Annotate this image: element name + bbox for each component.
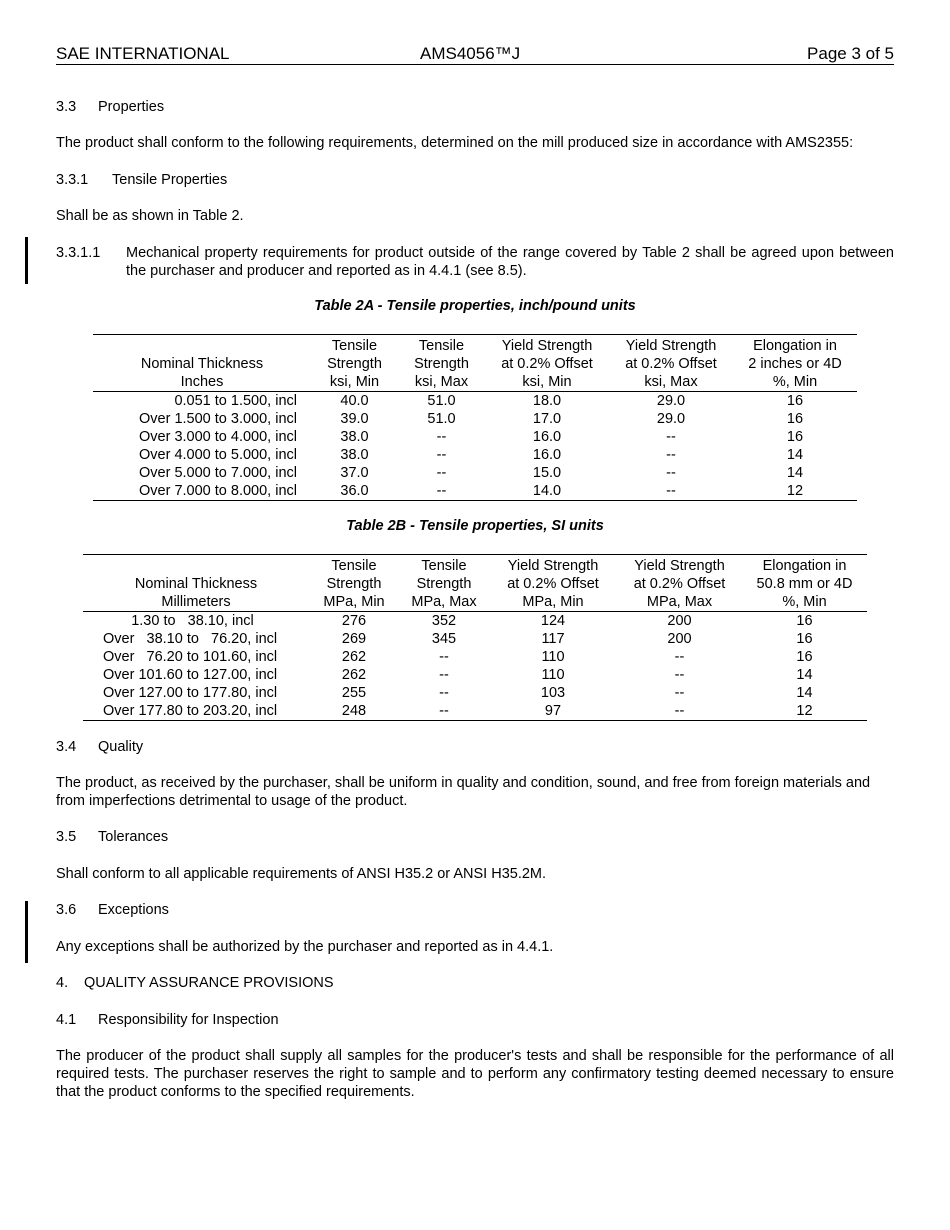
- value-cell: 38.0: [340, 429, 369, 445]
- value-cell: 38.0: [340, 447, 369, 463]
- value-cell: 200: [667, 613, 692, 629]
- col-header: Inches: [93, 373, 311, 392]
- value-cell: --: [674, 667, 685, 683]
- value-cell: 16: [786, 411, 804, 427]
- value-cell: 14: [796, 667, 813, 683]
- value-cell: 39.0: [340, 411, 369, 427]
- value-cell: 12: [733, 482, 857, 501]
- value-cell: --: [439, 667, 449, 683]
- value-cell: --: [674, 649, 685, 665]
- col-header: %, Min: [742, 593, 867, 612]
- value-cell: 276: [341, 613, 367, 629]
- value-cell: --: [436, 465, 447, 481]
- value-cell: --: [666, 465, 676, 481]
- col-header: at 0.2% Offset: [625, 356, 717, 372]
- thickness-range-cell: Over 3.000 to 4.000, incl: [139, 429, 297, 445]
- value-cell: --: [609, 482, 733, 501]
- table-row: [93, 464, 857, 482]
- value-cell: 12: [742, 702, 867, 721]
- page-header: [56, 44, 894, 65]
- value-cell: 345: [431, 631, 457, 647]
- col-header: MPa, Min: [309, 593, 399, 612]
- section-3-4-heading: 3.4 Quality: [56, 739, 144, 755]
- section-3-3-text: The product shall conform to the following requirements, determined on the mill produced size in accordance with AMS2355:: [56, 135, 854, 151]
- section-4-heading: 4. QUALITY ASSURANCE PROVISIONS: [56, 975, 334, 991]
- value-cell: 16: [786, 429, 804, 445]
- header-org: SAE INTERNATIONAL: [56, 44, 230, 63]
- value-cell: 110: [541, 667, 565, 683]
- section-3-5-heading: 3.5 Tolerances: [56, 829, 169, 845]
- col-header: ksi, Min: [485, 373, 609, 392]
- col-header: ksi, Max: [398, 373, 485, 392]
- value-cell: 255: [341, 685, 367, 701]
- section-3-3-1-text: Shall be as shown in Table 2.: [56, 208, 244, 224]
- col-header: Tensile: [398, 335, 485, 356]
- value-cell: 40.0: [340, 393, 369, 409]
- col-header: Strength: [416, 576, 472, 592]
- value-cell: 15.0: [532, 465, 562, 481]
- col-header: [83, 555, 309, 576]
- value-cell: 262: [341, 649, 367, 665]
- value-cell: --: [398, 482, 485, 501]
- value-cell: 16.0: [532, 447, 562, 463]
- value-cell: 248: [309, 702, 399, 721]
- value-cell: 14: [786, 465, 804, 481]
- value-cell: 29.0: [656, 393, 686, 409]
- thickness-range-cell: Over 7.000 to 8.000, incl: [93, 482, 311, 501]
- col-header: at 0.2% Offset: [501, 356, 593, 372]
- value-cell: 51.0: [427, 411, 456, 427]
- thickness-range-cell: Over 177.80 to 203.20, incl: [83, 702, 309, 721]
- value-cell: 110: [541, 649, 565, 665]
- thickness-range-cell: 1.30 to 38.10, incl: [103, 613, 254, 629]
- col-header: Yield Strength: [617, 555, 742, 576]
- thickness-range-cell: 0.051 to 1.500, incl: [174, 393, 297, 409]
- value-cell: 124: [540, 613, 566, 629]
- col-header: Yield Strength: [609, 335, 733, 356]
- col-header: Yield Strength: [485, 335, 609, 356]
- header-doc-number: AMS4056™J: [420, 44, 521, 63]
- value-cell: --: [439, 649, 449, 665]
- value-cell: --: [666, 429, 676, 445]
- col-header: [93, 335, 311, 356]
- value-cell: 103: [540, 685, 566, 701]
- col-header: MPa, Max: [399, 593, 489, 612]
- col-header: ksi, Min: [311, 373, 398, 392]
- thickness-range-cell: Over 38.10 to 76.20, incl: [103, 631, 278, 647]
- section-3-5-text: Shall conform to all applicable requirements of ANSI H35.2 or ANSI H35.2M.: [56, 866, 547, 882]
- value-cell: 352: [431, 613, 457, 629]
- value-cell: 117: [541, 631, 565, 647]
- value-cell: 262: [341, 667, 367, 683]
- value-cell: 16: [796, 613, 813, 629]
- col-header: Millimeters: [83, 593, 309, 612]
- col-header: at 0.2% Offset: [633, 576, 726, 592]
- value-cell: 29.0: [656, 411, 686, 427]
- col-header: Tensile: [309, 555, 399, 576]
- thickness-range-cell: Over 4.000 to 5.000, incl: [139, 447, 297, 463]
- revision-bar: [25, 237, 28, 284]
- section-3-6-text: Any exceptions shall be authorized by the purchaser and reported as in 4.4.1.: [56, 939, 554, 955]
- thickness-range-cell: Over 76.20 to 101.60, incl: [103, 649, 278, 665]
- value-cell: 97: [489, 702, 617, 721]
- value-cell: 16.0: [532, 429, 562, 445]
- section-4-1-text: The producer of the product shall supply all samples for the producer's tests and shall be responsible for the performance of all required tests. The purchaser reserves the right to sample and to perform any confirmatory testing deemed necessary to ensure that the product conforms to the specified requirements.: [56, 1048, 894, 1100]
- col-header: Tensile: [399, 555, 489, 576]
- table-row: [93, 392, 857, 411]
- table-2b: [83, 554, 867, 721]
- col-header: 50.8 mm or 4D: [756, 576, 853, 592]
- table-row: [93, 428, 857, 446]
- value-cell: --: [436, 429, 447, 445]
- header-page-number: Page 3 of 5: [807, 44, 894, 63]
- value-cell: 16: [786, 393, 804, 409]
- table-row: [83, 666, 867, 684]
- value-cell: 14: [786, 447, 804, 463]
- table-2a: [93, 334, 857, 501]
- col-header: Tensile: [311, 335, 398, 356]
- col-header: at 0.2% Offset: [507, 576, 599, 592]
- value-cell: 36.0: [311, 482, 398, 501]
- section-4-1-heading: 4.1 Responsibility for Inspection: [56, 1012, 279, 1028]
- section-3-3-1-heading: 3.3.1 Tensile Properties: [56, 172, 228, 188]
- value-cell: 37.0: [340, 465, 369, 481]
- table-2a-caption: Table 2A - Tensile properties, inch/pound units: [314, 298, 636, 314]
- value-cell: 16: [796, 649, 813, 665]
- value-cell: 269: [341, 631, 367, 647]
- col-header: Elongation in: [733, 335, 857, 356]
- col-header: Elongation in: [742, 555, 867, 576]
- col-header: MPa, Max: [617, 593, 742, 612]
- table-row: [83, 702, 867, 721]
- thickness-range-cell: Over 101.60 to 127.00, incl: [103, 667, 278, 683]
- revision-bar: [25, 901, 28, 963]
- col-header: 2 inches or 4D: [748, 356, 842, 372]
- thickness-range-cell: Over 127.00 to 177.80, incl: [103, 685, 278, 701]
- value-cell: --: [399, 702, 489, 721]
- table-2b-caption: Table 2B - Tensile properties, SI units: [346, 518, 604, 534]
- table-row: [83, 648, 867, 666]
- thickness-range-cell: Over 1.500 to 3.000, incl: [139, 411, 297, 427]
- section-3-3-heading: 3.3 Properties: [56, 99, 165, 115]
- col-header: %, Min: [733, 373, 857, 392]
- value-cell: --: [439, 685, 449, 701]
- col-header: Strength: [327, 356, 382, 372]
- table-row: [83, 630, 867, 648]
- table-row: [93, 482, 857, 501]
- col-header: Strength: [326, 576, 382, 592]
- value-cell: 16: [796, 631, 813, 647]
- value-cell: --: [436, 447, 447, 463]
- col-header: Yield Strength: [489, 555, 617, 576]
- value-cell: --: [674, 685, 685, 701]
- section-3-3-1-1: 3.3.1.1 Mechanical property requirements for product outside of the range covered by Table 2 shall be agreed upon between the purchaser and producer and reported as in 4.4.1 (see 8.5).: [56, 245, 894, 279]
- value-cell: --: [617, 702, 742, 721]
- section-3-6-heading: 3.6 Exceptions: [56, 902, 169, 918]
- value-cell: 14: [796, 685, 813, 701]
- value-cell: 200: [667, 631, 692, 647]
- col-header: Strength: [414, 356, 469, 372]
- value-cell: 51.0: [427, 393, 456, 409]
- col-header: ksi, Max: [609, 373, 733, 392]
- value-cell: 18.0: [532, 393, 562, 409]
- col-header: MPa, Min: [489, 593, 617, 612]
- table-row: [93, 410, 857, 428]
- col-header: Nominal Thickness: [140, 356, 264, 372]
- thickness-range-cell: Over 5.000 to 7.000, incl: [139, 465, 297, 481]
- table-row: [93, 446, 857, 464]
- value-cell: 14.0: [485, 482, 609, 501]
- value-cell: --: [666, 447, 676, 463]
- section-3-4-text: The product, as received by the purchaser, shall be uniform in quality and condition, sound, and free from foreign materials and from imperfections detrimental to usage of the product.: [56, 775, 871, 809]
- col-header: Nominal Thickness: [134, 576, 258, 592]
- value-cell: 17.0: [532, 411, 562, 427]
- table-row: [83, 612, 867, 631]
- table-row: [83, 684, 867, 702]
